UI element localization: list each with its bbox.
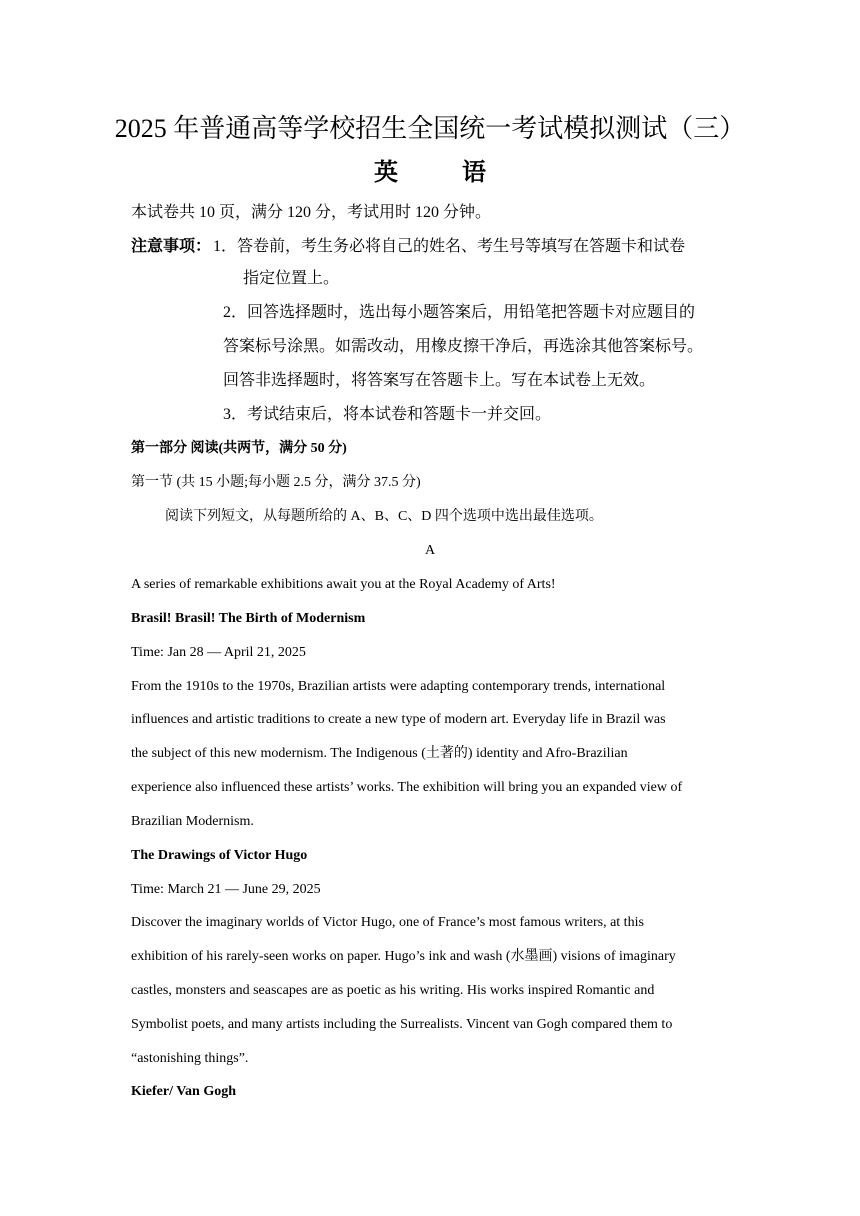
exhibition-2-text-line: Discover the imaginary worlds of Victor Hugo, one of France’s most famous writers, at this: [131, 915, 644, 930]
exhibition-3-title: Kiefer/ Van Gogh: [131, 1084, 237, 1099]
exhibition-2-time: Time: March 21 — June 29, 2025: [131, 882, 321, 897]
subject-title: 英 语: [374, 160, 506, 186]
section1-heading: 第一节 (共 15 小题;每小题 2.5 分，满分 37.5 分): [131, 475, 421, 490]
exhibition-2-text-line: “astonishing things”.: [131, 1051, 249, 1066]
notice-item-1: 1．答卷前，考生务必将自己的姓名、考生号等填写在答题卡和试卷: [213, 238, 686, 255]
exhibition-1-time: Time: Jan 28 — April 21, 2025: [131, 645, 306, 660]
exam-title: 2025 年普通高等学校招生全国统一考试模拟测试（三）: [114, 114, 746, 143]
exhibition-1-text-line: From the 1910s to the 1970s, Brazilian artists were adapting contemporary trends, international: [131, 679, 666, 694]
notice-item-3: 3．考试结束后，将本试卷和答题卡一并交回。: [223, 406, 552, 423]
exhibition-2-text-line: exhibition of his rarely-seen works on paper. Hugo’s ink and wash (水墨画) visions of imaginary: [131, 949, 676, 964]
exhibition-2-title: The Drawings of Victor Hugo: [131, 848, 308, 863]
exhibition-1-text-line: experience also influenced these artists’ works. The exhibition will bring you an expanded view of: [131, 780, 683, 795]
notice-label: 注意事项：: [131, 238, 212, 255]
exhibition-1-text-line: Brazilian Modernism.: [131, 814, 254, 829]
exhibition-1-title: Brasil! Brasil! The Birth of Modernism: [131, 611, 366, 626]
exhibition-1-text-line: influences and artistic traditions to create a new type of modern art. Everyday life in Brazil was: [131, 712, 666, 727]
exam-intro: 本试卷共 10 页，满分 120 分，考试用时 120 分钟。: [131, 204, 492, 221]
exhibition-2-text-line: Symbolist poets, and many artists including the Surrealists. Vincent van Gogh compared them to: [131, 1017, 673, 1032]
reading-instruction: 阅读下列短文，从每题所给的 A、B、C、D 四个选项中选出最佳选项。: [165, 509, 603, 524]
exhibition-2-text-line: castles, monsters and seascapes are as poetic as his writing. His works inspired Romantic and: [131, 983, 655, 998]
passage-letter: A: [424, 543, 436, 558]
notice-item-2: 2．回答选择题时，选出每小题答案后，用铅笔把答题卡对应题目的: [223, 304, 696, 321]
passage-opening: A series of remarkable exhibitions await you at the Royal Academy of Arts!: [131, 577, 556, 592]
notice-item-2-cont2: 回答非选择题时，将答案写在答题卡上。写在本试卷上无效。: [223, 372, 656, 389]
notice-item-2-cont: 答案标号涂黑。如需改动，用橡皮擦干净后，再选涂其他答案标号。: [223, 338, 704, 355]
part1-heading: 第一部分 阅读(共两节，满分 50 分): [131, 441, 347, 456]
notice-item-1-cont: 指定位置上。: [243, 270, 340, 287]
exhibition-1-text-line: the subject of this new modernism. The Indigenous (土著的) identity and Afro-Brazilian: [131, 746, 628, 761]
